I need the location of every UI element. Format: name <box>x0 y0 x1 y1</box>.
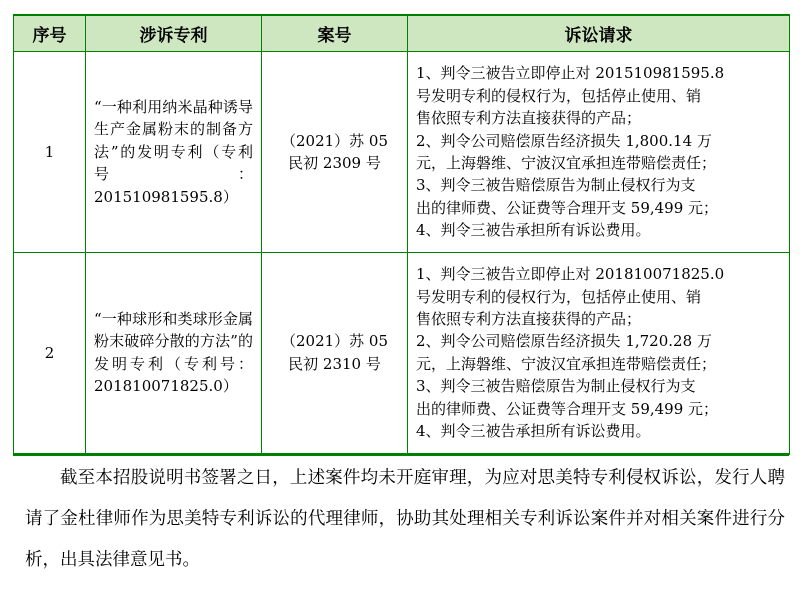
claim-line: 出的律师费、公证费等合理开支 59,499 元； <box>416 198 719 217</box>
claim-line: 号发明专利的侵权行为，包括停止使用、销 <box>416 287 702 306</box>
claim-line: 2、判令公司赔偿原告经济损失 1,800.14 万 <box>416 131 712 150</box>
claim-line: 4、判令三被告承担所有诉讼费用。 <box>416 421 651 440</box>
row-claims <box>408 253 790 454</box>
row-patent: “一种利用纳米晶种诱导生产金属粉末的制备方法”的发明专利（专利号：201510981595.8） <box>86 52 262 253</box>
table-row <box>14 52 790 253</box>
row-case-no: （2021）苏 05 民初 2310 号 <box>262 253 408 454</box>
claim-line: 3、判令三被告赔偿原告为制止侵权行为支 <box>416 176 696 195</box>
header-serial-no: 序号 <box>14 15 86 52</box>
row-patent: “一种球形和类球形金属粉末破碎分散的方法”的发明专利（专利号：201810071825.0） <box>86 253 262 454</box>
row-case-no: （2021）苏 05 民初 2309 号 <box>262 52 408 253</box>
header-claims: 诉讼请求 <box>408 15 790 52</box>
claim-line: 2、判令公司赔偿原告经济损失 1,720.28 万 <box>416 332 712 351</box>
table-bottom-rule <box>13 454 789 456</box>
claim-line: 4、判令三被告承担所有诉讼费用。 <box>416 221 651 240</box>
claim-line: 1、判令三被告立即停止对 201810071825.0 <box>416 265 725 284</box>
header-case-no: 案号 <box>262 15 408 52</box>
claim-line: 元，上海磐维、宁波汉宜承担连带赔偿责任； <box>416 154 717 172</box>
header-patent: 涉诉专利 <box>86 15 262 52</box>
claim-line: 号发明专利的侵权行为，包括停止使用、销 <box>416 86 702 105</box>
claim-line: 元，上海磐维、宁波汉宜承担连带赔偿责任； <box>416 354 717 373</box>
claim-line: 1、判令三被告立即停止对 201510981595.8 <box>416 64 725 83</box>
row-claims <box>408 52 790 253</box>
body-paragraph: 截至本招股说明书签署之日，上述案件均未开庭审理，为应对思美特专利侵权诉讼，发行人聘请了金杜律师作为思美特专利诉讼的代理律师，协助其处理相关专利诉讼案件并对相关案件进行分析，出具法律意见书。 <box>25 468 785 570</box>
claim-line: 出的律师费、公证费等合理开支 59,499 元； <box>416 399 719 418</box>
row-serial-no: 2 <box>14 253 86 454</box>
table-row <box>14 253 790 454</box>
table-header-row <box>14 15 790 52</box>
row-serial-no: 1 <box>14 52 86 253</box>
claim-line: 3、判令三被告赔偿原告为制止侵权行为支 <box>416 377 696 396</box>
claim-line: 售依照专利方法直接获得的产品； <box>416 309 642 328</box>
litigation-table <box>13 14 790 455</box>
claim-line: 售依照专利方法直接获得的产品； <box>416 109 642 128</box>
